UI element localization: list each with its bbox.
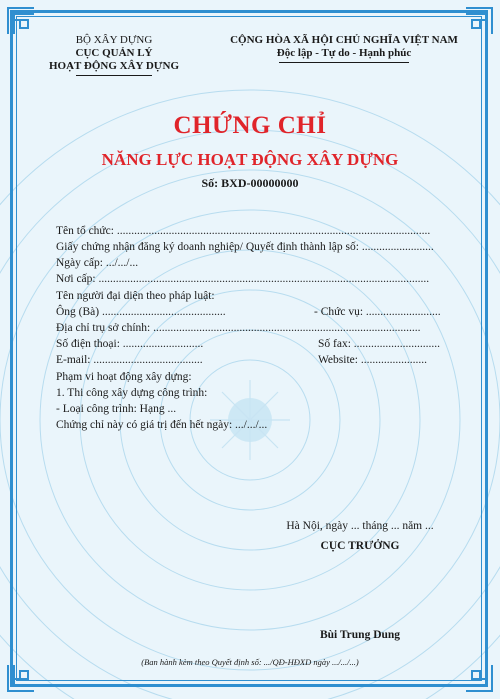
email-field: E-mail: ...................................... <box>56 354 203 366</box>
agency-name-line1: CỤC QUẢN LÝ <box>75 47 153 59</box>
issue-place-field: Nơi cấp: ................................................................................................................... <box>56 273 430 285</box>
authority-underline <box>76 75 152 76</box>
country-name: CỘNG HÒA XÃ HỘI CHỦ NGHĨA VIỆT NAM <box>230 34 458 46</box>
issue-date-field: Ngày cấp: .../.../... <box>56 257 139 269</box>
scope-label: Phạm vi hoạt động xây dựng: <box>56 371 192 383</box>
address-field: Địa chỉ trụ sở chính: ............................................................................................. <box>56 322 421 334</box>
scope-item-1-sub: - Loại công trình: Hạng ... <box>56 403 177 415</box>
ministry-name: BỘ XÂY DỰNG <box>75 34 153 46</box>
corner-ornament-icon <box>6 6 36 36</box>
certificate-subtitle: NĂNG LỰC HOẠT ĐỘNG XÂY DỰNG <box>101 150 399 169</box>
motto-underline <box>279 62 409 63</box>
issuing-authority <box>24 34 204 76</box>
fax-field: Số fax: .............................. <box>318 338 441 350</box>
certificate-title: CHỨNG CHỈ <box>173 112 327 139</box>
agency-name-line2: HOẠT ĐỘNG XÂY DỰNG <box>48 60 180 72</box>
signer-name: Bùi Trung Dung <box>319 629 401 641</box>
validity-field: Chứng chỉ này có giá trị đến hết ngày: .../.../... <box>56 419 268 431</box>
issuance-note: (Ban hành kèm theo Quyết định số: .../QĐ-HĐXD ngày .../.../...) <box>141 657 359 667</box>
signing-place-date: Hà Nội, ngày ... tháng ... năm ... <box>286 520 434 532</box>
corner-ornament-icon <box>464 663 494 693</box>
signer-title: CỤC TRƯỞNG <box>320 540 400 552</box>
website-field: Website: ....................... <box>318 354 427 366</box>
position-field: - Chức vụ: .......................... <box>314 306 441 318</box>
national-heading <box>210 34 478 63</box>
org-name-field: Tên tổ chức: ............................................................................................................. <box>56 225 431 237</box>
corner-ornament-icon <box>6 663 36 693</box>
business-registration-field: Giấy chứng nhận đăng ký doanh nghiệp/ Quyết định thành lập số: ......................... <box>56 241 434 253</box>
corner-ornament-icon <box>464 6 494 36</box>
scope-item-1: 1. Thi công xây dựng công trình: <box>56 387 208 399</box>
phone-field: Số điện thoại: ............................ <box>56 338 204 350</box>
national-motto: Độc lập - Tự do - Hạnh phúc <box>276 47 412 59</box>
legal-representative-label: Tên người đại diện theo pháp luật: <box>56 290 215 302</box>
representative-name-field: Ông (Bà) ........................................... <box>56 306 226 318</box>
certificate-number: Số: BXD-00000000 <box>201 176 299 190</box>
